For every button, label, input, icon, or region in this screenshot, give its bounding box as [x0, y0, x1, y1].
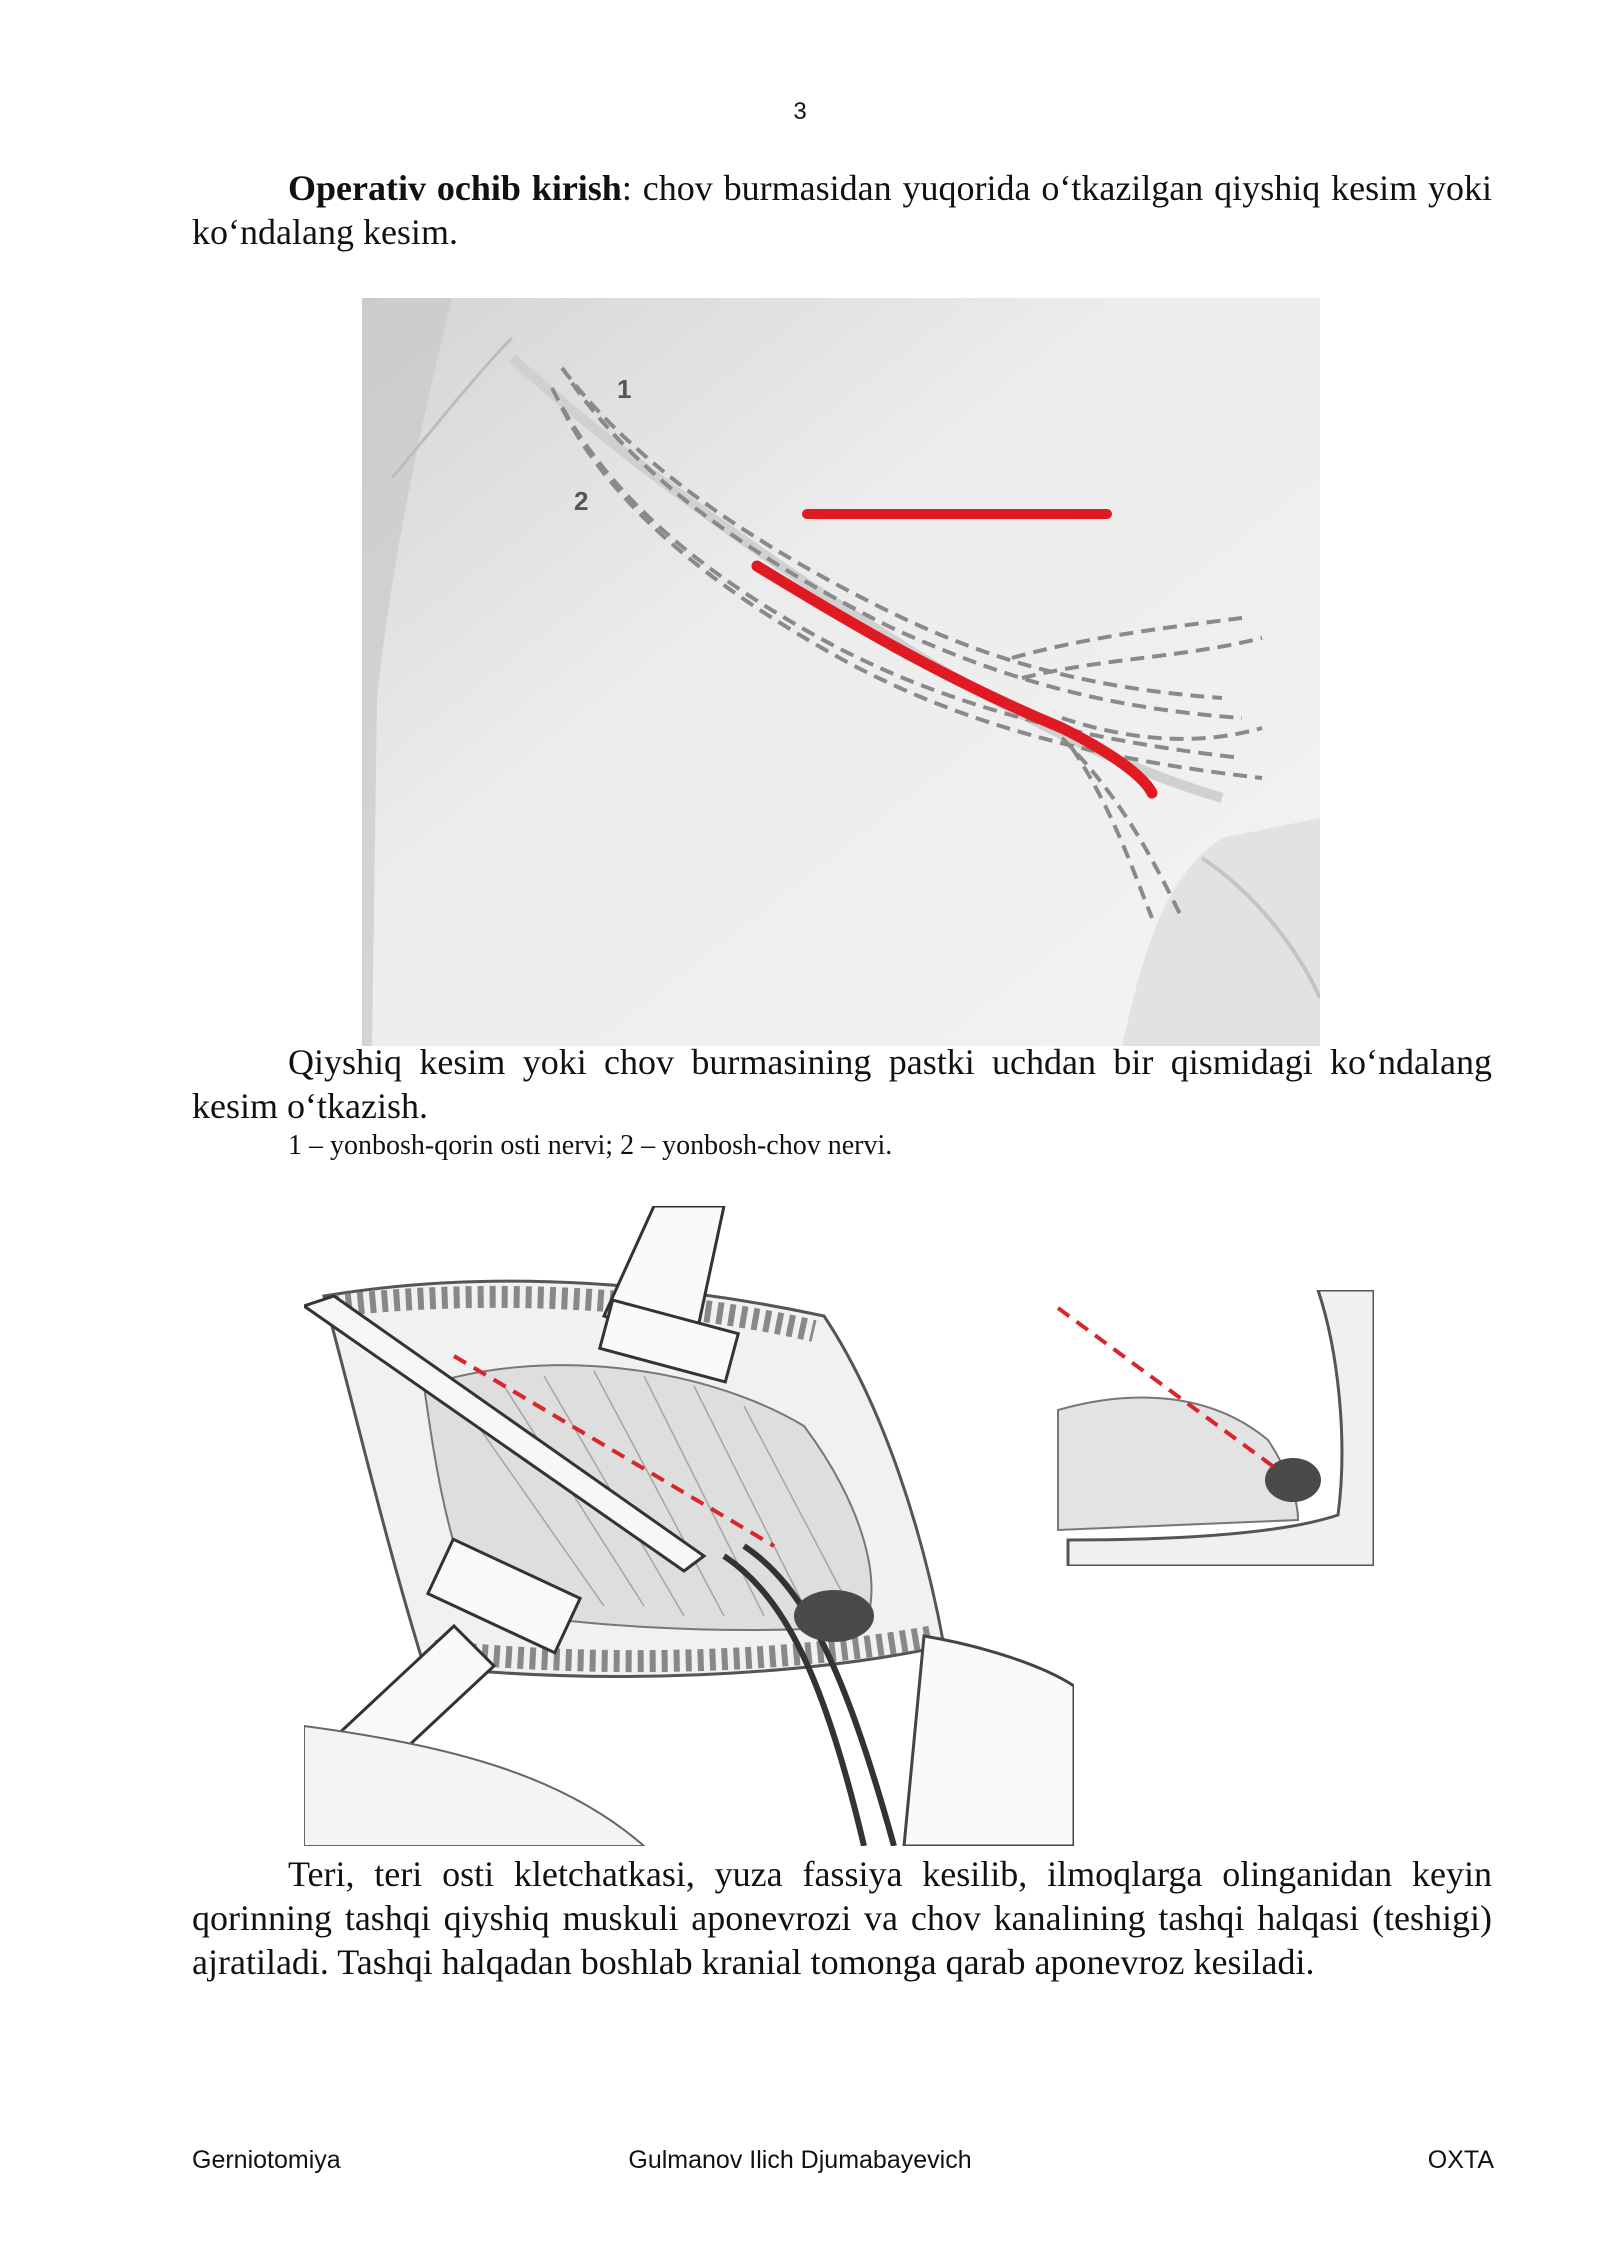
nerve-label-2: 2	[574, 486, 589, 516]
footer-left: Gerniotomiya	[192, 2146, 341, 2174]
spermatic-cord	[794, 1590, 874, 1642]
body-paragraph: Teri, teri osti kletchatkasi, yuza fassiya kesilib, ilmoqlarga olinganidan keyin qorinning tashqi qiyshiq muskuli aponevrozi va chov kanalining tashqi halqasi (teshigi) ajratiladi. Tashqi halqadan boshlab kranial tomonga qarab aponevroz kesiladi.	[192, 1854, 1492, 1982]
intro-paragraph	[192, 166, 1492, 254]
footer-center: Gulmanov Ilich Djumabayevich	[628, 2146, 972, 2174]
intro-bold-term: Operativ ochib kirish	[288, 168, 622, 208]
figure1-legend: 1 – yonbosh-qorin osti nervi; 2 – yonbosh-chov nervi.	[288, 1130, 893, 1161]
footer-right: OXTA	[1427, 2146, 1494, 2174]
groin-incision-figure	[362, 298, 1320, 1046]
nerve-label-1: 1	[617, 374, 632, 404]
inset-detail-figure	[1048, 1290, 1374, 1566]
surgical-field-figure	[304, 1206, 1074, 1846]
page-number: 3	[793, 98, 807, 125]
intro-text: : chov burmasidan yuqorida o‘tkazilgan qiyshiq kesim yoki ko‘ndalang kesim.	[192, 168, 1492, 252]
figure1-caption: Qiyshiq kesim yoki chov burmasining pastki uchdan bir qismidagi ko‘ndalang kesim o‘tkazish.	[192, 1042, 1492, 1126]
